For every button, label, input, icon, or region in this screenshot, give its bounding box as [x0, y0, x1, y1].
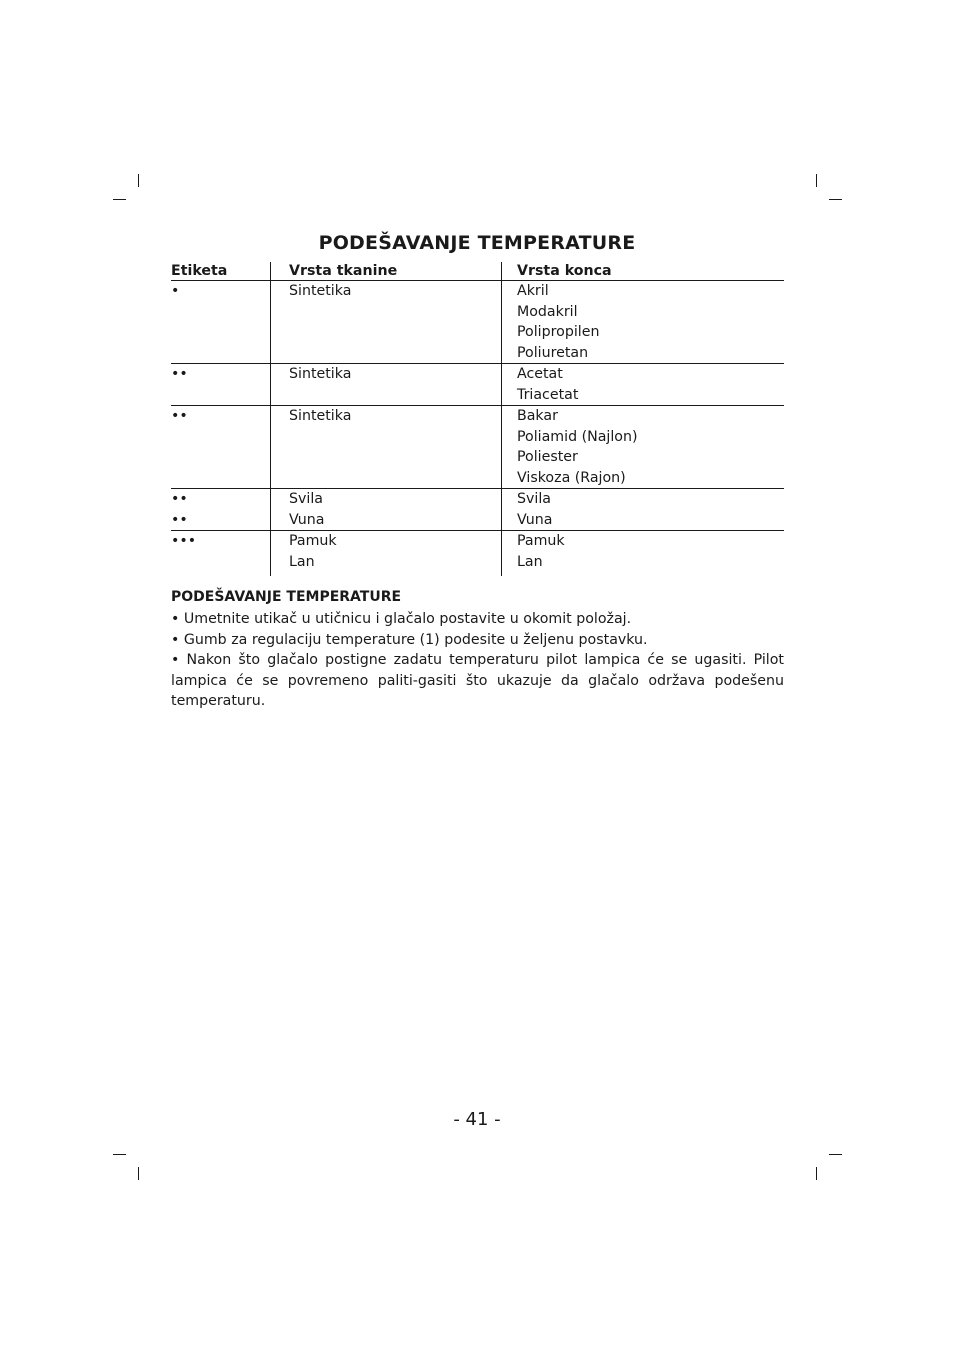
table-row: [171, 489, 784, 531]
table-row: [171, 281, 784, 364]
fabric-cell: Sintetika: [270, 281, 501, 363]
temperature-table: [171, 262, 784, 576]
header-label: Etiketa: [171, 263, 228, 279]
thread-cell: Acetat Triacetat: [501, 364, 784, 405]
label-cell: ••: [171, 408, 188, 424]
header-thread: Vrsta konca: [501, 262, 784, 280]
label-cell: •: [171, 283, 180, 299]
crop-mark-top-right-vertical: [816, 174, 817, 187]
crop-mark-top-left-vertical: [138, 174, 139, 187]
thread-cell: Akril Modakril Polipropilen Poliuretan: [501, 281, 784, 363]
instruction-bullet: • Gumb za regulaciju temperature (1) podesite u željenu postavku.: [171, 632, 648, 648]
table-row: [171, 406, 784, 489]
crop-mark-bottom-right-horizontal: [829, 1154, 842, 1155]
header-fabric: Vrsta tkanine: [270, 262, 501, 280]
crop-mark-top-left-horizontal: [113, 199, 126, 200]
fabric-cell: Sintetika: [270, 406, 501, 488]
label-cell: •• ••: [171, 491, 188, 528]
instruction-bullet: • Umetnite utikač u utičnicu i glačalo postavite u okomit položaj.: [171, 611, 632, 627]
fabric-cell: Pamuk Lan: [270, 531, 501, 576]
instruction-bullet: • Nakon što glačalo postigne zadatu temperaturu pilot lampica će se ugasiti. Pilot lampica će se povremeno paliti-gasiti što ukazuje da glačalo održava podešenu temperaturu.: [171, 652, 784, 709]
crop-mark-bottom-left-vertical: [138, 1167, 139, 1180]
section-heading: PODEŠAVANJE TEMPERATURE: [171, 589, 402, 605]
fabric-cell: Sintetika: [270, 364, 501, 405]
table-row: [171, 531, 784, 576]
thread-cell: Pamuk Lan: [501, 531, 784, 576]
page-number: - 41 -: [453, 1109, 501, 1130]
table-row: [171, 364, 784, 406]
thread-cell: Bakar Poliamid (Najlon) Poliester Viskoza (Rajon): [501, 406, 784, 488]
crop-mark-top-right-horizontal: [829, 199, 842, 200]
label-cell: •••: [171, 533, 197, 549]
fabric-cell: Svila Vuna: [270, 489, 501, 530]
thread-cell: Svila Vuna: [501, 489, 784, 530]
table-header-row: [171, 262, 784, 281]
crop-mark-bottom-right-vertical: [816, 1167, 817, 1180]
label-cell: ••: [171, 366, 188, 382]
page-title: PODEŠAVANJE TEMPERATURE: [318, 232, 636, 254]
crop-mark-bottom-left-horizontal: [113, 1154, 126, 1155]
